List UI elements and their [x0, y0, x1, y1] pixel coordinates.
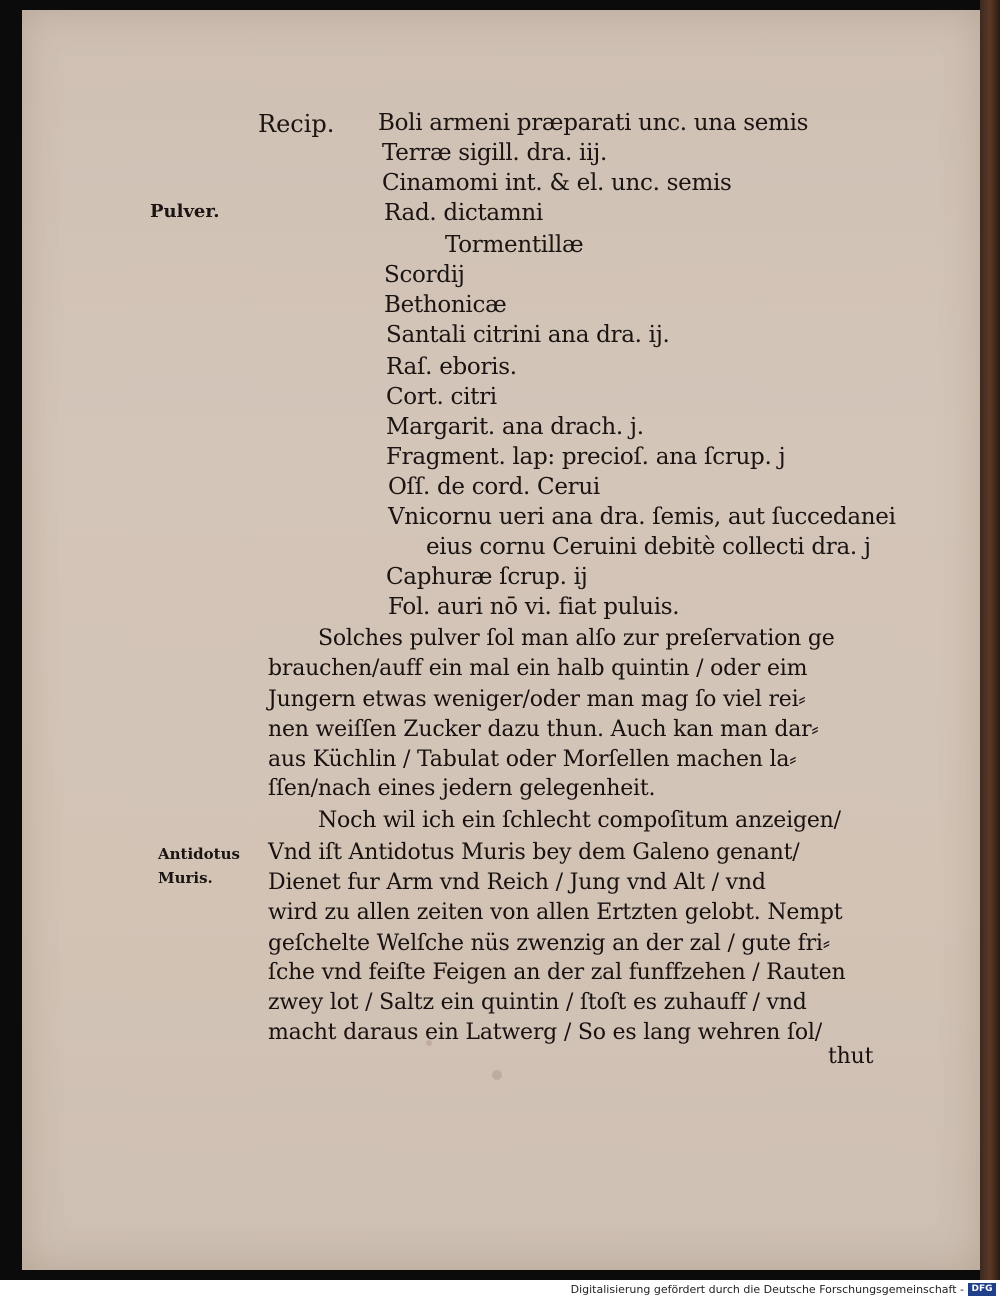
prose-line: ſſen/nach eines jedern gelegenheit.	[268, 776, 656, 801]
prose-line: Jungern etwas weniger/oder man mag ſo viel rei⸗	[268, 687, 806, 712]
recipe-line: Vnicornu ueri ana dra. ſemis, aut ſuccedanei	[388, 504, 896, 530]
prose-line: Vnd iſt Antidotus Muris bey dem Galeno genant/	[268, 840, 800, 865]
prose-line: ſche vnd feiſte Feigen an der zal funffzehen / Rauten	[268, 960, 846, 985]
recipe-line: Fol. auri nō vi. fiat puluis.	[388, 594, 680, 620]
prose-line: nen weiſſen Zucker dazu thun. Auch kan man dar⸗	[268, 717, 819, 742]
recipe-line: Raſ. eboris.	[386, 354, 517, 380]
recipe-line: Fragment. lap: precioſ. ana ſcrup. j	[386, 444, 786, 470]
prose-line: wird zu allen zeiten von allen Ertzten gelobt. Nempt	[268, 900, 843, 925]
recipe-line: Bethonicæ	[384, 292, 507, 318]
recipe-line: Caphuræ ſcrup. ij	[386, 564, 588, 590]
page-edge	[980, 0, 1000, 1280]
paper-spot	[492, 1070, 502, 1080]
recipe-line: eius cornu Ceruini debitè collecti dra. j	[426, 534, 871, 560]
prose-line: brauchen/auff ein mal ein halb quintin / oder eim	[268, 656, 808, 681]
recipe-line: Cort. citri	[386, 384, 497, 410]
recipe-line: Cinamomi int. & el. unc. semis	[382, 170, 732, 196]
recipe-label: Recip.	[258, 110, 335, 138]
footer-credit: Digitalisierung gefördert durch die Deutsche Forschungsgemeinschaft -	[570, 1283, 964, 1296]
recipe-line: Boli armeni præparati unc. una semis	[378, 110, 809, 136]
recipe-line: Rad. dictamni	[384, 200, 543, 226]
prose-line: Dienet fur Arm vnd Reich / Jung vnd Alt / vnd	[268, 870, 766, 895]
margin-note-muris: Muris.	[158, 869, 213, 887]
recipe-line: Santali citrini ana dra. ij.	[386, 322, 670, 348]
recipe-line: Tormentillæ	[445, 232, 584, 258]
recipe-line: Oſſ. de cord. Cerui	[388, 474, 600, 500]
margin-note-antidotus: Antidotus	[158, 845, 240, 863]
recipe-line: Terræ sigill. dra. iij.	[382, 140, 607, 166]
dfg-logo: DFG	[968, 1283, 996, 1296]
prose-line: zwey lot / Saltz ein quintin / ſtoſt es zuhauff / vnd	[268, 990, 807, 1015]
prose-line: Solches pulver ſol man alſo zur preſervation ge	[318, 626, 835, 651]
margin-note-pulver: Pulver.	[150, 201, 220, 222]
prose-line: macht daraus ein Latwerg / So es lang wehren ſol/	[268, 1020, 822, 1045]
recipe-line: Scordij	[384, 262, 465, 288]
recipe-line: Margarit. ana drach. j.	[386, 414, 644, 440]
prose-line: aus Küchlin / Tabulat oder Morſellen machen la⸗	[268, 747, 797, 772]
catchword: thut	[828, 1044, 874, 1069]
prose-line: geſchelte Welſche nüs zwenzig an der zal / gute fri⸗	[268, 931, 830, 956]
prose-line: Noch wil ich ein ſchlecht compoſitum anzeigen/	[318, 808, 841, 833]
